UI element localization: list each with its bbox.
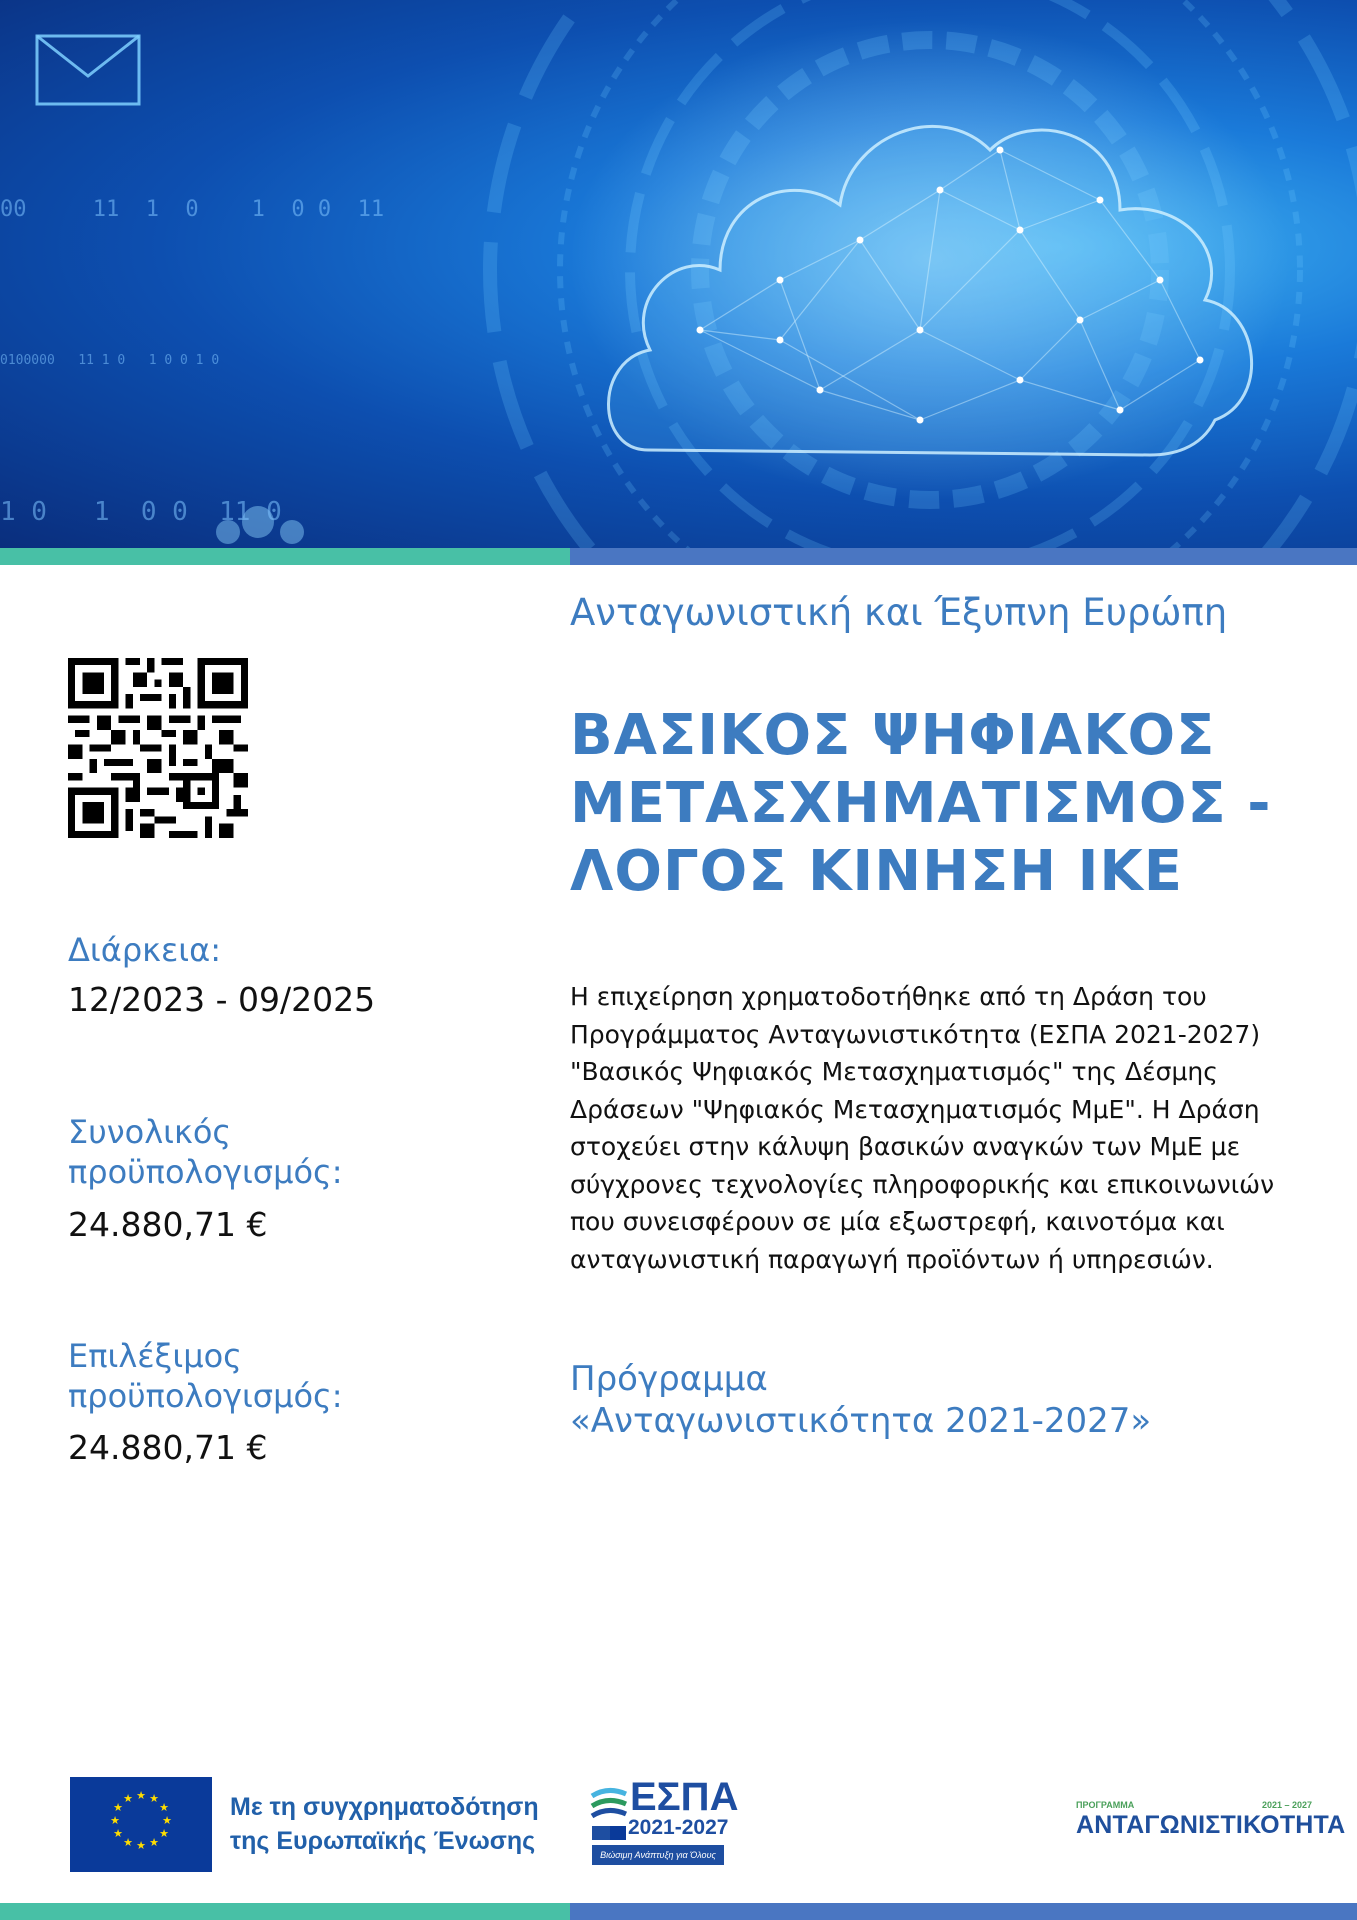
svg-text:★: ★ — [149, 1836, 159, 1849]
qr-code — [68, 658, 248, 838]
program-name — [570, 1358, 1151, 1442]
title-line: ΒΑΣΙΚΟΣ ΨΗΦΙΑΚΟΣ — [570, 703, 1216, 768]
program-line: Πρόγραμμα — [570, 1359, 768, 1399]
espa-tagline: Βιώσιμη Ανάπτυξη για Όλους — [592, 1845, 724, 1865]
bottom-band-blue — [570, 1903, 1357, 1920]
eligible-budget-label: Επιλέξιμος — [68, 1337, 242, 1375]
espa-logo-years: 2021-2027 — [628, 1816, 729, 1839]
ant-program-label: ΠΡΟΓΡΑΜΜΑ — [1076, 1800, 1135, 1810]
espa-logo-text: ΕΣΠΑ — [630, 1775, 739, 1819]
total-budget-label-2: προϋπολογισμός: — [68, 1153, 343, 1191]
eu-cofunding-text — [230, 1790, 539, 1858]
top-band-blue — [570, 548, 1357, 565]
svg-text:★: ★ — [162, 1814, 172, 1827]
svg-text:★: ★ — [113, 1827, 123, 1840]
total-budget-value: 24.880,71 € — [68, 1205, 268, 1244]
ant-years-label: 2021 – 2027 — [1262, 1800, 1313, 1810]
title-line: ΜΕΤΑΣΧΗΜΑΤΙΣΜΟΣ - — [570, 771, 1272, 836]
svg-text:★: ★ — [136, 1789, 146, 1802]
svg-text:★: ★ — [159, 1801, 169, 1814]
title-line: ΛΟΓΟΣ ΚΙΝΗΣΗ ΙΚΕ — [570, 839, 1184, 904]
section-subtitle: Ανταγωνιστική και Έξυπνη Ευρώπη — [570, 591, 1228, 634]
svg-text:★: ★ — [149, 1792, 159, 1805]
top-band-green — [0, 548, 570, 565]
svg-text:★: ★ — [113, 1801, 123, 1814]
eu-text-line: Με τη συγχρηματοδότηση — [230, 1793, 539, 1821]
eu-flag-logo — [70, 1777, 212, 1872]
page-title — [570, 702, 1290, 906]
binary-text: 00 11 1 0 1 0 0 11 0100000 11 1 0 1 0 0 1 0 1 0 1 0 0 11 0 — [0, 197, 385, 527]
svg-text:★: ★ — [159, 1827, 169, 1840]
antagonistikotita-logo: ΑΝΤΑΓΩΝΙΣΤΙΚΟΤΗΤΑ — [1076, 1811, 1346, 1839]
bottom-band-green — [0, 1903, 570, 1920]
svg-text:★: ★ — [123, 1792, 133, 1805]
duration-label: Διάρκεια: — [68, 931, 221, 969]
eu-stars-icon — [70, 1777, 212, 1872]
description: Η επιχείρηση χρηματοδοτήθηκε από τη Δράση του Προγράμματος Ανταγωνιστικότητα (ΕΣΠΑ 2021-2027) "Βασικός Ψηφιακός Μετασχηματισμός" της Δέσμης Δράσεων "Ψηφιακός Μετασχηματισμός ΜμΕ". Η Δράση στοχεύει στην κάλυψη βασικών αναγκών των ΜμΕ με σύγχρονες τεχνολογίες πληροφορικής και επικοινωνιών που συνεισφέρουν σε μία εξωστρεφή, καινοτόμα και ανταγωνιστική παραγωγή προϊόντων ή υπηρεσιών. — [570, 982, 1275, 1274]
duration-value: 12/2023 - 09/2025 — [68, 980, 376, 1019]
svg-text:★: ★ — [136, 1839, 146, 1852]
program-line: «Ανταγωνιστικότητα 2021-2027» — [570, 1401, 1152, 1441]
hero-image — [0, 0, 1357, 548]
eligible-budget-value: 24.880,71 € — [68, 1428, 268, 1467]
total-budget-label: Συνολικός — [68, 1113, 232, 1151]
eligible-budget-label-2: προϋπολογισμός: — [68, 1377, 343, 1415]
svg-text:★: ★ — [110, 1814, 120, 1827]
eu-text-line: της Ευρωπαϊκής Ένωσης — [230, 1827, 536, 1855]
svg-text:★: ★ — [123, 1836, 133, 1849]
